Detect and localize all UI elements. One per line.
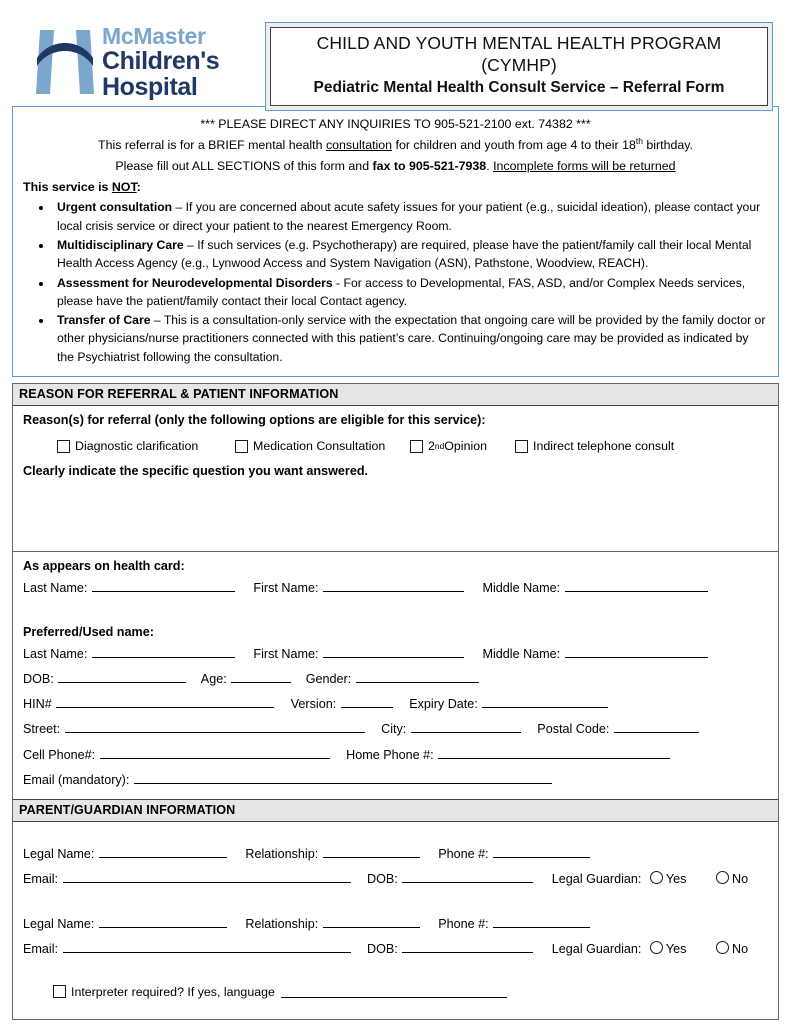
reason-checkbox-row bbox=[23, 439, 768, 453]
patient-info-cell bbox=[13, 551, 778, 799]
list-item bbox=[53, 311, 768, 366]
gender-label: Gender: bbox=[305, 671, 352, 686]
guardian-2-relationship-input[interactable] bbox=[323, 916, 420, 929]
interpreter-label: Interpreter required? If yes, language bbox=[71, 984, 275, 999]
checkbox-icon[interactable] bbox=[410, 440, 423, 453]
program-title: CHILD AND YOUTH MENTAL HEALTH PROGRAM (CYMHP) bbox=[316, 33, 722, 75]
first-name-label: First Name: bbox=[253, 581, 319, 596]
form-subtitle: Pediatric Mental Health Consult Service – Referral Form bbox=[313, 78, 725, 96]
inquiries-line bbox=[23, 115, 768, 134]
referral-scope-line bbox=[23, 136, 768, 155]
logo-wordmark bbox=[102, 24, 219, 100]
dob-label: DOB: bbox=[367, 942, 398, 957]
postal-code-input[interactable] bbox=[614, 721, 699, 734]
email-label: Email: bbox=[23, 942, 58, 957]
service-not-heading bbox=[23, 178, 768, 197]
fax-number-text: fax to 905-521-7938 bbox=[372, 158, 487, 173]
interpreter-row bbox=[23, 985, 768, 999]
logo-word-hospital: Hospital bbox=[102, 73, 198, 101]
age-input[interactable] bbox=[231, 670, 291, 683]
radio-no-label: No bbox=[731, 942, 749, 957]
street-label: Street: bbox=[23, 722, 61, 737]
guardian-2-phone-input[interactable] bbox=[493, 916, 590, 929]
health-card-name-row bbox=[23, 576, 768, 601]
guardian-2-email-row bbox=[23, 937, 768, 962]
section-header-reason: REASON FOR REFERRAL & PATIENT INFORMATION bbox=[13, 384, 778, 406]
radio-legal-guardian-no[interactable] bbox=[716, 941, 729, 954]
radio-yes-label: Yes bbox=[665, 872, 687, 887]
preferred-first-name-input[interactable] bbox=[323, 645, 464, 658]
gender-input[interactable] bbox=[356, 670, 479, 683]
radio-legal-guardian-yes[interactable] bbox=[650, 871, 663, 884]
first-name-input[interactable] bbox=[323, 580, 464, 593]
legal-name-label: Legal Name: bbox=[23, 846, 95, 861]
hin-label: HIN# bbox=[23, 697, 52, 712]
checkbox-medication-consultation[interactable] bbox=[235, 439, 410, 453]
preferred-name-row bbox=[23, 642, 768, 667]
health-card-heading: As appears on health card: bbox=[23, 559, 185, 574]
version-label: Version: bbox=[290, 697, 337, 712]
checkbox-icon[interactable] bbox=[57, 440, 70, 453]
title-box bbox=[265, 22, 773, 111]
exclusion-text: – If such services (e.g. Psychotherapy) are required, please have the patient/family call their local Mental Health Access Agency (e.g., Lynwood Access and System Navigation (ASN), Pathstone, Woodview, REACH). bbox=[57, 237, 752, 271]
legal-name-label: Legal Name: bbox=[23, 917, 95, 932]
logo-word-childrens: Children's bbox=[102, 47, 220, 75]
guardian-2-email-input[interactable] bbox=[63, 941, 351, 954]
exclusion-text: – This is a consultation-only service with the expectation that ongoing care will be provided by the family doctor or other physicians/nurse practitioners connected with this patient’s care. Continuing/ongoing care may be provided as indicated by the Psychiatrist following the consultation. bbox=[57, 313, 766, 364]
fill-text-b: . bbox=[486, 158, 494, 173]
exclusion-text: – If you are concerned about acute safety issues for your patient (e.g., suicidal ideation), please contact your local crisis service or direct your patient to the nearest Emergency Room. bbox=[57, 200, 761, 233]
question-instruction: Clearly indicate the specific question you want answered. bbox=[23, 464, 369, 479]
reason-cell bbox=[13, 406, 778, 551]
list-item bbox=[53, 274, 768, 311]
exclusion-term: Assessment for Neurodevelopmental Disorders bbox=[57, 275, 333, 290]
inquiries-text: *** PLEASE DIRECT ANY INQUIRIES TO 905-521-2100 ext. 74382 *** bbox=[200, 117, 591, 131]
exclusion-list bbox=[23, 198, 768, 366]
checkbox-label: Medication Consultation bbox=[253, 439, 386, 454]
radio-legal-guardian-yes[interactable] bbox=[650, 941, 663, 954]
preferred-last-name-input[interactable] bbox=[92, 645, 235, 658]
incomplete-warning-text: Incomplete forms will be returned bbox=[493, 158, 676, 173]
guardian-1-phone-input[interactable] bbox=[493, 845, 590, 858]
spacer bbox=[23, 832, 768, 842]
guardian-1-email-row bbox=[23, 867, 768, 892]
home-phone-label: Home Phone #: bbox=[346, 747, 434, 762]
home-phone-input[interactable] bbox=[438, 746, 670, 759]
form-table bbox=[12, 383, 779, 1020]
cell-phone-label: Cell Phone#: bbox=[23, 747, 96, 762]
referral-text-a: This referral is for a BRIEF mental health bbox=[98, 137, 326, 152]
reason-prompt: Reason(s) for referral (only the following options are eligible for this service): bbox=[23, 413, 486, 428]
guardian-1-legal-name-input[interactable] bbox=[99, 845, 227, 858]
checkbox-icon[interactable] bbox=[515, 440, 528, 453]
checkbox-label: Opinion bbox=[444, 439, 487, 454]
referral-consultation-word: consultation bbox=[325, 137, 393, 152]
last-name-input[interactable] bbox=[92, 580, 235, 593]
guardian-1-dob-input[interactable] bbox=[402, 871, 533, 884]
expiry-date-label: Expiry Date: bbox=[409, 697, 478, 712]
checkbox-indirect-telephone-consult[interactable] bbox=[515, 439, 674, 453]
checkbox-icon[interactable] bbox=[235, 440, 248, 453]
age-label: Age: bbox=[200, 671, 227, 686]
parent-guardian-cell bbox=[13, 822, 778, 1019]
page-header bbox=[0, 0, 791, 100]
checkbox-label: Indirect telephone consult bbox=[533, 439, 675, 454]
preferred-middle-name-input[interactable] bbox=[565, 645, 708, 658]
email-label: Email: bbox=[23, 872, 58, 887]
dob-input[interactable] bbox=[58, 670, 186, 683]
exclusion-text: - For access to Developmental, FAS, ASD, and/or Complex Needs services, please have the patient/family contact their local Contact agency. bbox=[57, 275, 746, 308]
hospital-logo bbox=[34, 22, 249, 100]
interpreter-language-input[interactable] bbox=[281, 985, 507, 997]
phone-label: Phone #: bbox=[438, 846, 489, 861]
list-item bbox=[53, 236, 768, 273]
hin-version-expiry-row bbox=[23, 692, 768, 717]
postal-code-label: Postal Code: bbox=[537, 722, 610, 737]
expiry-date-input[interactable] bbox=[482, 696, 608, 709]
city-label: City: bbox=[381, 722, 407, 737]
guardian-2-dob-input[interactable] bbox=[402, 941, 533, 954]
first-name-label: First Name: bbox=[253, 646, 319, 661]
fax-instruction-line bbox=[23, 157, 768, 176]
checkbox-diagnostic-clarification[interactable] bbox=[57, 439, 235, 453]
relationship-label: Relationship: bbox=[245, 846, 319, 861]
city-input[interactable] bbox=[411, 721, 521, 734]
not-heading-a: This service is bbox=[23, 179, 112, 194]
mcmaster-childrens-hospital-logo-icon bbox=[34, 26, 96, 98]
guardian-1-email-input[interactable] bbox=[63, 871, 351, 884]
checkbox-label: Diagnostic clarification bbox=[75, 439, 199, 454]
radio-legal-guardian-no[interactable] bbox=[716, 871, 729, 884]
spacer bbox=[23, 892, 768, 912]
version-input[interactable] bbox=[341, 696, 393, 709]
email-input[interactable] bbox=[134, 771, 552, 784]
email-label: Email (mandatory): bbox=[23, 772, 130, 787]
dob-label: DOB: bbox=[367, 872, 398, 887]
dob-label: DOB: bbox=[23, 671, 54, 686]
middle-name-label: Middle Name: bbox=[482, 581, 561, 596]
dob-age-gender-row bbox=[23, 667, 768, 692]
referral-ordinal-suffix: th bbox=[635, 135, 643, 146]
last-name-label: Last Name: bbox=[23, 646, 88, 661]
spacer bbox=[23, 602, 768, 622]
last-name-label: Last Name: bbox=[23, 581, 88, 596]
notice-box bbox=[12, 106, 779, 377]
guardian-2-legal-name-input[interactable] bbox=[99, 916, 227, 929]
section-header-parent-guardian: PARENT/GUARDIAN INFORMATION bbox=[13, 799, 778, 822]
guardian-1-name-row bbox=[23, 842, 768, 867]
preferred-name-heading: Preferred/Used name: bbox=[23, 624, 154, 639]
cell-phone-input[interactable] bbox=[100, 746, 330, 759]
logo-word-mcmaster: McMaster bbox=[102, 23, 206, 49]
checkbox-second-opinion[interactable]: 2 nd Opinion bbox=[410, 439, 515, 453]
email-row bbox=[23, 768, 768, 793]
legal-guardian-label: Legal Guardian: bbox=[551, 872, 642, 887]
radio-yes-label: Yes bbox=[665, 942, 687, 957]
referral-text-b: for children and youth from age 4 to their 18 bbox=[392, 137, 636, 152]
title-box-inner bbox=[270, 27, 768, 106]
street-city-postal-row bbox=[23, 717, 768, 742]
phone-row bbox=[23, 743, 768, 768]
radio-no-label: No bbox=[731, 872, 749, 887]
relationship-label: Relationship: bbox=[245, 917, 319, 932]
checkbox-icon[interactable] bbox=[53, 985, 66, 998]
exclusion-term: Urgent consultation bbox=[57, 200, 173, 215]
middle-name-label: Middle Name: bbox=[482, 646, 561, 661]
phone-label: Phone #: bbox=[438, 917, 489, 932]
hin-input[interactable] bbox=[56, 696, 274, 709]
referral-text-c: birthday. bbox=[642, 137, 693, 152]
legal-guardian-label: Legal Guardian: bbox=[551, 942, 642, 957]
middle-name-input[interactable] bbox=[565, 580, 708, 593]
guardian-1-relationship-input[interactable] bbox=[323, 845, 420, 858]
guardian-2-name-row bbox=[23, 912, 768, 937]
list-item bbox=[53, 198, 768, 235]
exclusion-term: Transfer of Care bbox=[57, 313, 151, 328]
not-heading-c: : bbox=[136, 179, 141, 194]
fill-text-a: Please fill out ALL SECTIONS of this form and bbox=[115, 158, 373, 173]
street-input[interactable] bbox=[65, 721, 365, 734]
exclusion-term: Multidisciplinary Care bbox=[57, 237, 184, 252]
question-answer-area[interactable] bbox=[23, 481, 768, 545]
checkbox-label-prefix: 2 bbox=[428, 439, 435, 454]
not-heading-emphasis: NOT bbox=[111, 179, 137, 194]
